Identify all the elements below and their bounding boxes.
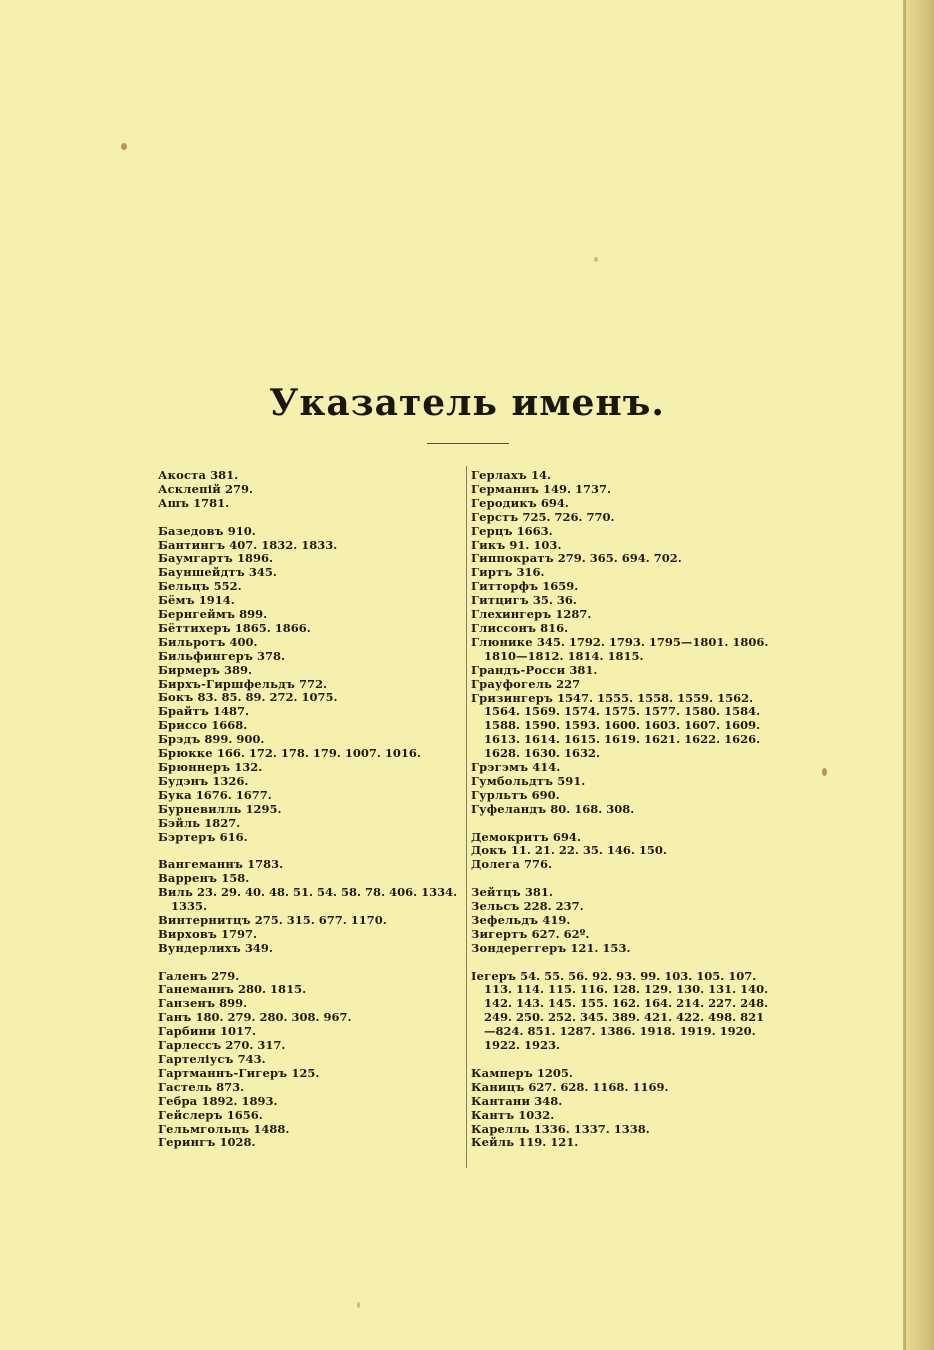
entry-name: Герцъ: [471, 523, 513, 538]
index-entry: [158, 858, 458, 872]
entry-pages: 280. 1815.: [238, 982, 307, 997]
entry-name: Герстъ: [471, 509, 519, 524]
index-entry: [158, 817, 458, 831]
index-entry: [158, 552, 458, 566]
index-entry: [471, 497, 775, 511]
index-entry: [471, 692, 775, 762]
entry-pages: 1783.: [247, 857, 284, 872]
index-entry: [471, 970, 775, 1053]
index-entry: [158, 733, 458, 747]
entry-pages: 873.: [216, 1079, 245, 1094]
index-entry: [471, 608, 775, 622]
entry-name: Бэртеръ: [158, 829, 216, 844]
entry-pages: 23. 29. 40. 48. 51. 54. 58. 78. 406. 1334. 1335.: [171, 885, 458, 914]
entry-name: Герингъ: [158, 1135, 216, 1150]
entry-pages: 1676. 1677.: [195, 787, 272, 802]
entry-pages: 125.: [291, 1065, 320, 1080]
entry-pages: 83. 85. 89. 272. 1075.: [197, 690, 338, 705]
entry-name: Брюннеръ: [158, 760, 231, 775]
entry-pages: 743.: [237, 1052, 266, 1067]
index-entry: [158, 719, 458, 733]
entry-name: Бельцъ: [158, 579, 210, 594]
index-entry: [158, 942, 458, 956]
entry-pages: 132.: [234, 760, 263, 775]
entry-name: Брюкке: [158, 746, 213, 761]
index-entry: [158, 594, 458, 608]
entry-pages: 227: [556, 676, 581, 691]
entry-name: Каницъ: [471, 1079, 525, 1094]
entry-name: Бёттихеръ: [158, 620, 231, 635]
index-entry: [158, 831, 458, 845]
index-entry: [158, 622, 458, 636]
entry-pages: 316.: [516, 565, 545, 580]
index-entry: [158, 928, 458, 942]
entry-pages: 11. 21. 22. 35. 146. 150.: [510, 843, 667, 858]
entry-pages: 627. 62º.: [531, 926, 590, 941]
entry-pages: 275. 315. 677. 1170.: [254, 912, 387, 927]
entry-pages: 407. 1832. 1833.: [229, 537, 338, 552]
page-edge: [904, 0, 934, 1350]
entry-pages: 910.: [227, 523, 256, 538]
entry-name: Вундерлихъ: [158, 940, 241, 955]
entry-name: Ашъ: [158, 495, 190, 510]
index-entry: [158, 886, 458, 914]
index-entry: [158, 525, 458, 539]
entry-name: Герлахъ: [471, 468, 527, 482]
entry-name: Зондереггеръ: [471, 940, 567, 955]
entry-name: Гризингеръ: [471, 690, 554, 705]
entry-name: Бирмеръ: [158, 662, 220, 677]
entry-pages: 1032.: [518, 1107, 555, 1122]
group-spacer: [471, 956, 775, 970]
entry-pages: 899.: [219, 996, 248, 1011]
index-entry: [471, 761, 775, 775]
entry-name: Бернгеймъ: [158, 607, 236, 622]
entry-pages: 400.: [229, 634, 258, 649]
entry-pages: 1827.: [204, 815, 241, 830]
entry-pages: 1896.: [236, 551, 273, 566]
entry-pages: 149. 1737.: [543, 481, 612, 496]
entry-name: Гиппократъ: [471, 551, 554, 566]
entry-name: Камперъ: [471, 1065, 533, 1080]
entry-pages: 1656.: [226, 1107, 263, 1122]
paper-stain: [357, 1302, 360, 1308]
index-entry: [471, 483, 775, 497]
entry-name: Гейслеръ: [158, 1107, 223, 1122]
entry-name: Галенъ: [158, 968, 208, 983]
index-entry: [158, 1039, 458, 1053]
entry-pages: 1205.: [536, 1065, 573, 1080]
entry-name: Глиссонъ: [471, 620, 537, 635]
entry-pages: 1668.: [211, 718, 248, 733]
entry-pages: 1781.: [193, 495, 230, 510]
index-entry: [158, 691, 458, 705]
index-entry: [158, 636, 458, 650]
entry-pages: 279. 365. 694. 702.: [557, 551, 682, 566]
entry-pages: 899. 900.: [204, 732, 265, 747]
entry-pages: 389.: [223, 662, 252, 677]
paper-stain: [121, 143, 127, 150]
entry-name: Гартеліусъ: [158, 1052, 234, 1067]
entry-name: Бирхъ-Гиршфельдъ: [158, 676, 296, 691]
index-entry: [471, 511, 775, 525]
entry-name: Баумгартъ: [158, 551, 233, 566]
index-entry: [471, 1123, 775, 1137]
entry-pages: 80. 168. 308.: [550, 801, 635, 816]
entry-name: Будэнъ: [158, 773, 209, 788]
entry-pages: 772.: [299, 676, 328, 691]
index-entry: [471, 664, 775, 678]
entry-pages: 158.: [221, 871, 250, 886]
index-entry: [158, 678, 458, 692]
entry-name: Брайтъ: [158, 704, 209, 719]
index-entry: [158, 539, 458, 553]
entry-name: Гартманнъ-Гигеръ: [158, 1065, 288, 1080]
index-entry: [158, 983, 458, 997]
index-entry: [471, 844, 775, 858]
index-entry: [471, 914, 775, 928]
entry-pages: 690.: [531, 787, 560, 802]
entry-pages: 1547. 1555. 1558. 1559. 1562. 1564. 1569. 1574. 1575. 1577. 1580. 1584. 1588. 1590. 1593. 1600. 1603. 1607. 1609. 1613. 1614. 1615. 1619. 1621. 1622. 1626. 1628. 1630. 1632.: [484, 690, 761, 761]
index-entry: [158, 970, 458, 984]
entry-name: Бёмъ: [158, 593, 195, 608]
index-entry: [158, 469, 458, 483]
entry-name: Долега: [471, 857, 521, 872]
index-entry: [158, 1025, 458, 1039]
index-entry: [471, 678, 775, 692]
index-entry: [471, 942, 775, 956]
index-entry: [158, 1011, 458, 1025]
entry-name: Гарбини: [158, 1024, 216, 1039]
index-entry: [471, 831, 775, 845]
entry-name: Гастель: [158, 1079, 213, 1094]
index-entry: [158, 1123, 458, 1137]
index-entry: [471, 928, 775, 942]
entry-name: Вирховъ: [158, 926, 218, 941]
entry-pages: 348.: [534, 1093, 563, 1108]
index-entry: [158, 1109, 458, 1123]
index-entry: [158, 580, 458, 594]
entry-name: Гебра: [158, 1093, 198, 1108]
index-entry: [471, 900, 775, 914]
entry-pages: 816.: [540, 620, 569, 635]
index-entry: [158, 566, 458, 580]
title-underline: [427, 443, 509, 444]
group-spacer: [471, 1053, 775, 1067]
index-entry: [158, 997, 458, 1011]
entry-name: Бильфингеръ: [158, 648, 254, 663]
entry-pages: 899.: [239, 607, 268, 622]
entry-pages: 279.: [225, 481, 254, 496]
entry-pages: 1797.: [221, 926, 258, 941]
index-entry: [158, 483, 458, 497]
entry-pages: 627. 628. 1168. 1169.: [528, 1079, 669, 1094]
index-entry: [471, 594, 775, 608]
entry-name: Винтернитцъ: [158, 912, 251, 927]
entry-pages: 1663.: [516, 523, 553, 538]
index-entry: [158, 650, 458, 664]
index-entry: [471, 539, 775, 553]
entry-pages: 1914.: [198, 593, 235, 608]
index-entry: [158, 1095, 458, 1109]
entry-pages: 776.: [524, 857, 553, 872]
entry-name: Варренъ: [158, 871, 218, 886]
entry-pages: 414.: [532, 760, 561, 775]
index-entry: [158, 789, 458, 803]
index-entry: [471, 803, 775, 817]
column-divider: [466, 466, 467, 1168]
entry-name: Зефельдъ: [471, 912, 539, 927]
entry-pages: 1865. 1866.: [234, 620, 311, 635]
entry-name: Гитцигъ: [471, 593, 529, 608]
entry-pages: 349.: [244, 940, 273, 955]
entry-pages: 1017.: [220, 1024, 257, 1039]
entry-name: Геродикъ: [471, 495, 537, 510]
index-entry: [471, 566, 775, 580]
entry-pages: 1892. 1893.: [201, 1093, 278, 1108]
entry-name: Докъ: [471, 843, 507, 858]
entry-pages: 119. 121.: [518, 1135, 579, 1150]
entry-pages: 419.: [542, 912, 571, 927]
entry-pages: 1488.: [253, 1121, 290, 1136]
entry-name: Карелль: [471, 1121, 530, 1136]
entry-name: Ганзенъ: [158, 996, 216, 1011]
entry-name: Бука: [158, 787, 192, 802]
entry-name: Грауфогель: [471, 676, 553, 691]
entry-pages: 1028.: [219, 1135, 256, 1150]
entry-name: Асклепій: [158, 481, 222, 496]
entry-name: Демокритъ: [471, 829, 549, 844]
entry-name: Гумбольдтъ: [471, 773, 554, 788]
index-entry: [471, 1067, 775, 1081]
entry-pages: 381.: [569, 662, 598, 677]
index-column-right: [471, 469, 775, 1150]
entry-name: Брэдъ: [158, 732, 201, 747]
index-entry: [158, 705, 458, 719]
entry-name: Грэгэмъ: [471, 760, 529, 775]
entry-name: Гурльтъ: [471, 787, 528, 802]
entry-name: Кантани: [471, 1093, 531, 1108]
entry-name: Ганъ: [158, 1010, 192, 1025]
entry-name: Германнъ: [471, 481, 539, 496]
group-spacer: [471, 817, 775, 831]
entry-pages: 35. 36.: [532, 593, 577, 608]
index-entry: [158, 747, 458, 761]
entry-pages: 616.: [219, 829, 248, 844]
entry-name: Бауншейдтъ: [158, 565, 245, 580]
entry-pages: 1336. 1337. 1338.: [533, 1121, 650, 1136]
page-fold-line: [903, 0, 906, 1350]
entry-pages: 121. 153.: [570, 940, 631, 955]
entry-name: Гарлессъ: [158, 1038, 222, 1053]
page-title: Указатель именъ.: [269, 382, 665, 424]
entry-name: Виль: [158, 885, 193, 900]
index-entry: [158, 803, 458, 817]
index-entry: [158, 914, 458, 928]
entry-name: Зейтцъ: [471, 885, 521, 900]
entry-pages: 166. 172. 178. 179. 1007. 1016.: [216, 746, 421, 761]
entry-name: Ганеманнъ: [158, 982, 235, 997]
index-entry: [158, 664, 458, 678]
index-entry: [158, 1081, 458, 1095]
index-column-left: [158, 469, 458, 1150]
entry-name: Базедовъ: [158, 523, 224, 538]
index-entry: [158, 1053, 458, 1067]
index-entry: [471, 1109, 775, 1123]
paper-stain: [822, 768, 827, 776]
paper-stain: [594, 257, 598, 262]
entry-name: Кейль: [471, 1135, 515, 1150]
entry-name: Іегеръ: [471, 968, 517, 983]
index-entry: [471, 622, 775, 636]
group-spacer: [158, 956, 458, 970]
index-entry: [471, 469, 775, 483]
group-spacer: [158, 511, 458, 525]
index-entry: [158, 872, 458, 886]
index-entry: [158, 497, 458, 511]
index-entry: [471, 552, 775, 566]
entry-name: Гитторфъ: [471, 579, 539, 594]
entry-pages: 14.: [530, 468, 551, 482]
group-spacer: [158, 844, 458, 858]
index-entry: [471, 1081, 775, 1095]
index-entry: [158, 775, 458, 789]
entry-pages: 1487.: [213, 704, 250, 719]
entry-pages: 591.: [557, 773, 586, 788]
entry-pages: 345.: [248, 565, 277, 580]
entry-name: Бантингъ: [158, 537, 226, 552]
entry-pages: 381.: [524, 885, 553, 900]
entry-name: Вангеманнъ: [158, 857, 244, 872]
entry-name: Зигертъ: [471, 926, 528, 941]
entry-pages: 228. 237.: [523, 899, 584, 914]
entry-name: Глехингеръ: [471, 607, 552, 622]
index-entry: [158, 1067, 458, 1081]
entry-name: Бокъ: [158, 690, 194, 705]
entry-name: Бриссо: [158, 718, 208, 733]
entry-pages: 1326.: [212, 773, 249, 788]
entry-pages: 54. 55. 56. 92. 93. 99. 103. 105. 107. 113. 114. 115. 116. 128. 129. 130. 131. 140. 142. 143. 145. 155. 162. 164. 214. 227. 248. 249. 250. 252. 345. 389. 421. 422. 498. 821—824. 851. 1287. 1386. 1918. 1919. 1920. 1922. 1923.: [484, 968, 769, 1053]
entry-name: Акоста: [158, 468, 207, 482]
entry-pages: 694.: [552, 829, 581, 844]
index-entry: [471, 858, 775, 872]
index-entry: [158, 761, 458, 775]
entry-pages: 270. 317.: [225, 1038, 286, 1053]
entry-name: Бильротъ: [158, 634, 226, 649]
entry-pages: 180. 279. 280. 308. 967.: [195, 1010, 352, 1025]
entry-name: Бэйль: [158, 815, 201, 830]
entry-name: Кантъ: [471, 1107, 515, 1122]
entry-name: Гиртъ: [471, 565, 513, 580]
entry-name: Грандъ-Росси: [471, 662, 566, 677]
entry-pages: 1287.: [555, 607, 592, 622]
entry-name: Зельсъ: [471, 899, 520, 914]
index-entry: [471, 886, 775, 900]
entry-pages: 378.: [257, 648, 286, 663]
entry-name: Гельмгольцъ: [158, 1121, 250, 1136]
entry-pages: 91. 103.: [509, 537, 562, 552]
entry-name: Гуфеландъ: [471, 801, 547, 816]
index-entry: [471, 580, 775, 594]
entry-pages: 345. 1792. 1793. 1795—1801. 1806. 1810—1812. 1814. 1815.: [484, 634, 769, 663]
index-entry: [471, 1095, 775, 1109]
index-entry: [471, 1136, 775, 1150]
entry-pages: 381.: [210, 468, 239, 482]
entry-name: Гикъ: [471, 537, 506, 552]
entry-pages: 279.: [211, 968, 240, 983]
index-entry: [471, 525, 775, 539]
index-entry: [471, 775, 775, 789]
entry-pages: 725. 726. 770.: [522, 509, 615, 524]
index-entry: [158, 608, 458, 622]
index-entry: [471, 636, 775, 664]
entry-pages: 1295.: [245, 801, 282, 816]
entry-pages: 694.: [540, 495, 569, 510]
index-entry: [158, 1136, 458, 1150]
entry-pages: 1659.: [542, 579, 579, 594]
index-entry: [471, 789, 775, 803]
entry-name: Глюнике: [471, 634, 533, 649]
entry-pages: 552.: [213, 579, 242, 594]
entry-name: Бурневилль: [158, 801, 242, 816]
group-spacer: [471, 872, 775, 886]
